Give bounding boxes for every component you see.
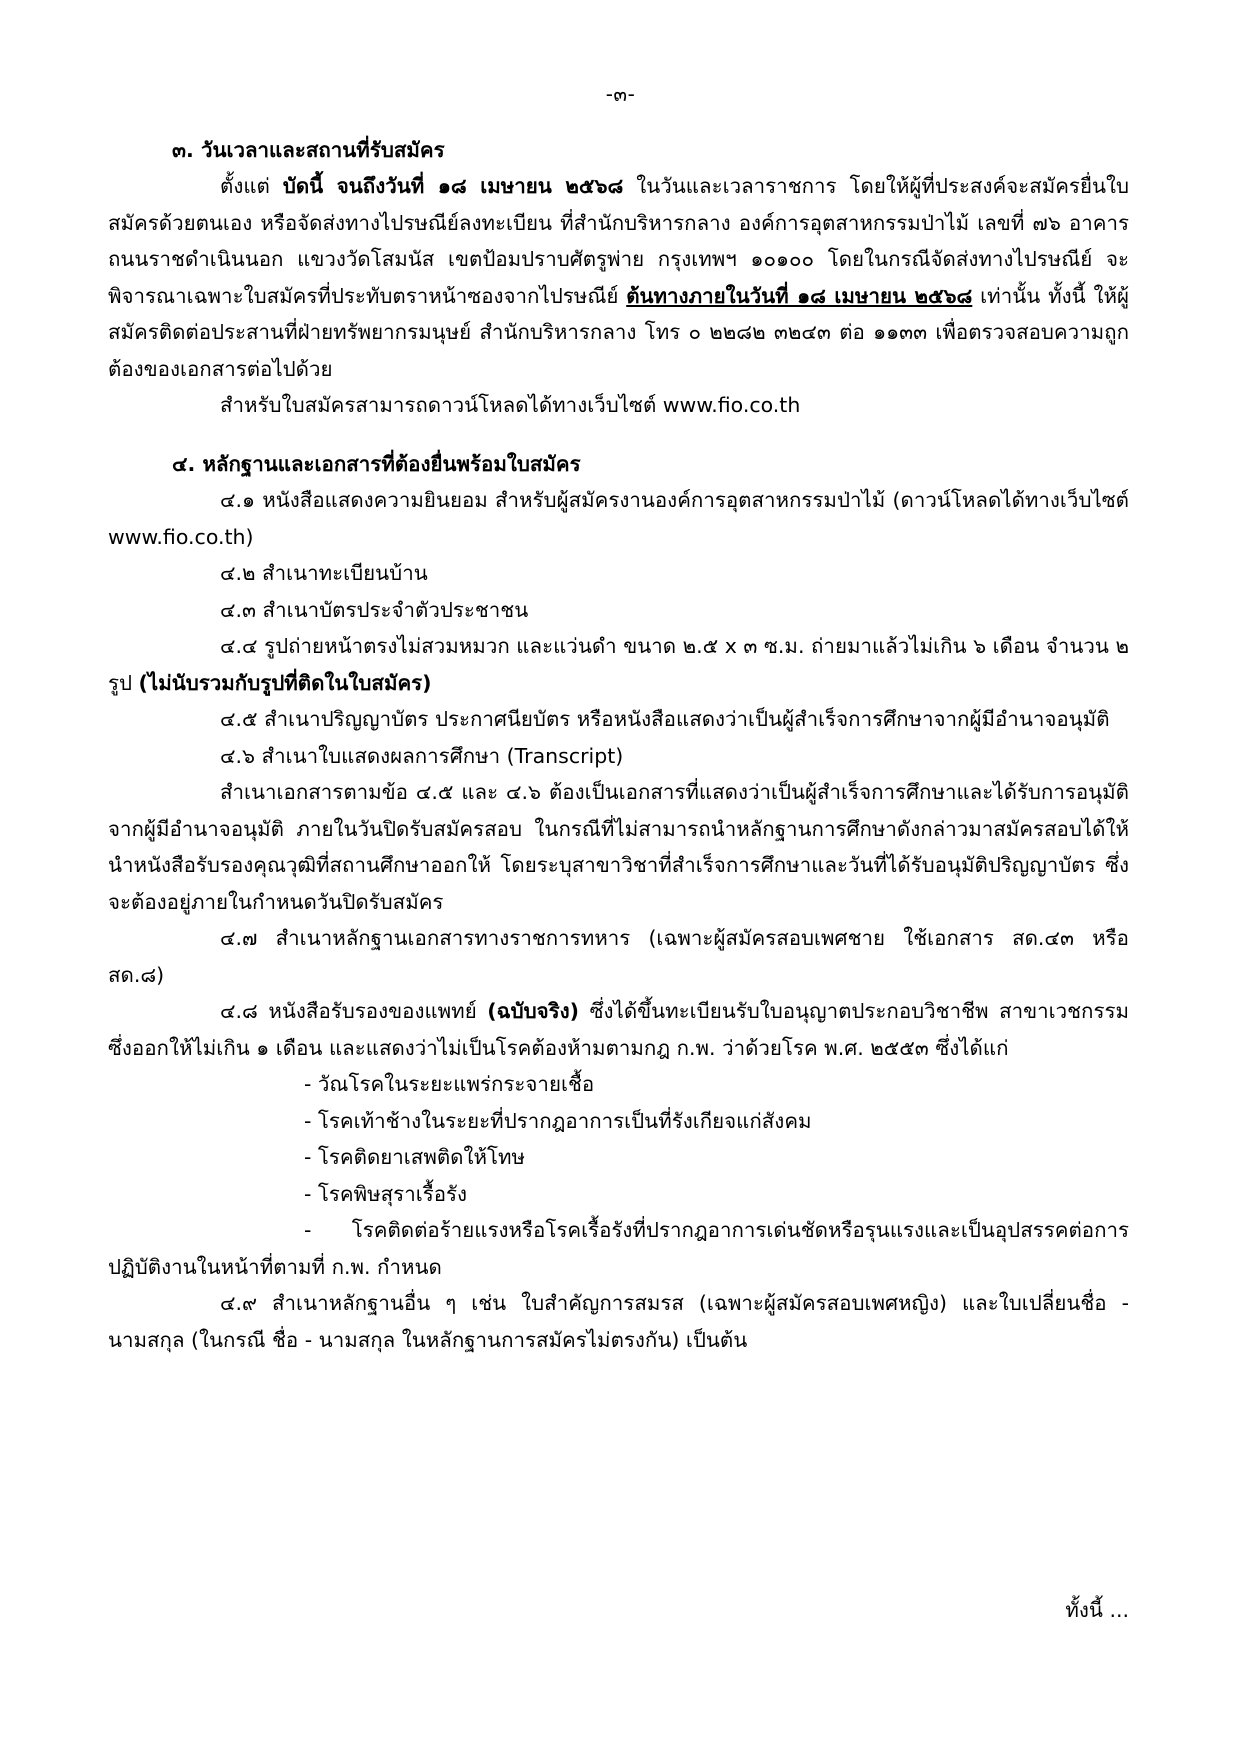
section-4-heading: ๔. หลักฐานและเอกสารที่ต้องยื่นพร้อมใบสมัคร: [172, 451, 581, 476]
item-4-2: ๔.๒ สำเนาทะเบียนบ้าน: [220, 561, 428, 586]
section-3-paragraph-1: [108, 168, 1129, 387]
disease-bullet-5: - โรคติดต่อร้ายแรงหรือโรคเรื้อรังที่ปรากฎอาการเด่นชัดหรือรุนแรงและเป็นอุปสรรคต่อการปฏิบัติงานในหน้าที่ตามที่ ก.พ. กำหนด: [108, 1218, 1129, 1279]
disease-bullet-2: - โรคเท้าช้างในระยะที่ปรากฎอาการเป็นที่รังเกียจแก่สังคม: [304, 1108, 812, 1133]
item-4-4-text: ๔.๔ รูปถ่ายหน้าตรงไม่สวมหมวก และแว่นดำ ขนาด ๒.๕ x ๓ ซ.ม. ถ่ายมาแล้วไม่เกิน ๖ เดือน จำนวน ๒ รูป: [108, 634, 1129, 695]
text-run-normal-2: ในวันและเวลาราชการ โดยให้ผู้ที่ประสงค์จะสมัครยื่นใบสมัครด้วยตนเอง หรือจัดส่งทางไปรษณีย์ลงทะเบียน ที่สำนักบริหารกลาง องค์การอุตสาหกรรมป่าไม้ เลขที่ ๗๖ อาคารถนนราชดำเนินนอก แขวงวัดโสมนัส เขตป้อมปราบศัตรูพ่าย กรุงเทพฯ ๑๐๑๐๐ โดยในกรณีจัดส่งทางไปรษณีย์ จะพิจารณาเฉพาะใบสมัครที่ประทับตราหน้าซองจากไปรษณีย์: [108, 174, 1129, 308]
document-body: [0, 132, 1241, 1358]
text-run-bold-date: บัดนี้ จนถึงวันที่ ๑๘ เมษายน ๒๕๖๘: [282, 174, 624, 199]
item-4-4: [108, 628, 1129, 701]
item-4-5-4-6-note: สำเนาเอกสารตามข้อ ๔.๕ และ ๔.๖ ต้องเป็นเอกสารที่แสดงว่าเป็นผู้สำเร็จการศึกษาและได้รับการอนุมัติจากผู้มีอำนาจอนุมัติ ภายในวันปิดรับสมัครสอบ ในกรณีที่ไม่สามารถนำหลักฐานการศึกษาดังกล่าวมาสมัครสอบได้ให้นำหนังสือรับรองคุณวุฒิที่สถานศึกษาออกให้ โดยระบุสาขาวิชาที่สำเร็จการศึกษาและวันที่ได้รับอนุมัติปริญญาบัตร ซึ่งจะต้องอยู่ภายในกำหนดวันปิดรับสมัคร: [108, 780, 1129, 914]
section-3-heading: ๓. วันเวลาและสถานที่รับสมัคร: [172, 138, 445, 162]
text-run-normal: ตั้งแต่: [220, 174, 283, 199]
disease-bullet-3: - โรคติดยาเสพติดให้โทษ: [304, 1145, 526, 1170]
item-4-6: ๔.๖ สำเนาใบแสดงผลการศึกษา (Transcript): [220, 743, 624, 768]
item-4-7: ๔.๗ สำเนาหลักฐานเอกสารทางราชการทหาร (เฉพาะผู้สมัครสอบเพศชาย ใช้เอกสาร สด.๔๓ หรือ สด.๘): [108, 926, 1129, 987]
text-run-bold-underline-deadline: ต้นทางภายในวันที่ ๑๘ เมษายน ๒๕๖๘: [626, 283, 973, 308]
item-4-8-bold-original: (ฉบับจริง): [487, 999, 580, 1024]
item-4-4-bold-note: (ไม่นับรวมกับรูปที่ติดในใบสมัคร): [138, 670, 432, 695]
item-4-9: ๔.๙ สำเนาหลักฐานอื่น ๆ เช่น ใบสำคัญการสมรส (เฉพาะผู้สมัครสอบเพศหญิง) และใบเปลี่ยนชื่อ - นามสกุล (ในกรณี ชื่อ - นามสกุล ในหลักฐานการสมัครไม่ตรงกัน) เป็นต้น: [108, 1291, 1129, 1352]
section-3-paragraph-2: สำหรับใบสมัครสามารถดาวน์โหลดได้ทางเว็บไซต์ www.fio.co.th: [220, 393, 801, 418]
item-4-1: ๔.๑ หนังสือแสดงความยินยอม สำหรับผู้สมัครงานองค์การอุตสาหกรรมป่าไม้ (ดาวน์โหลดได้ทางเว็บไซต์ www.fio.co.th): [108, 488, 1129, 549]
item-4-8: [108, 993, 1129, 1066]
text-run-normal-3: เท่านั้น ทั้งนี้ ให้ผู้สมัครติดต่อประสานที่ฝ่ายทรัพยากรมนุษย์ สำนักบริหารกลาง โทร ๐ ๒๒๘๒ ๓๒๔๓ ต่อ ๑๑๓๓ เพื่อตรวจสอบความถูกต้องของเอกสารต่อไปด้วย: [108, 283, 1129, 381]
item-4-3: ๔.๓ สำเนาบัตรประจำตัวประชาชน: [220, 597, 529, 622]
item-4-5: ๔.๕ สำเนาปริญญาบัตร ประกาศนียบัตร หรือหนังสือแสดงว่าเป็นผู้สำเร็จการศึกษาจากผู้มีอำนาจอนุมัติ: [220, 707, 1110, 732]
page-number: -๓-: [605, 82, 636, 106]
disease-bullet-1: - วัณโรคในระยะแพร่กระจายเชื้อ: [304, 1072, 595, 1097]
continuation-note: ทั้งนี้ ...: [1065, 1598, 1129, 1622]
item-4-8-text-2: ซึ่งได้ขึ้นทะเบียนรับใบอนุญาตประกอบวิชาชีพ สาขาเวชกรรม ซึ่งออกให้ไม่เกิน ๑ เดือน และแสดงว่าไม่เป็นโรคต้องห้ามตามกฎ ก.พ. ว่าด้วยโรค พ.ศ. ๒๕๕๓ ซึ่งได้แก่: [108, 999, 1130, 1060]
disease-bullet-4: - โรคพิษสุราเรื้อรัง: [304, 1181, 468, 1206]
item-4-8-text: ๔.๘ หนังสือรับรองของแพทย์: [220, 999, 488, 1024]
